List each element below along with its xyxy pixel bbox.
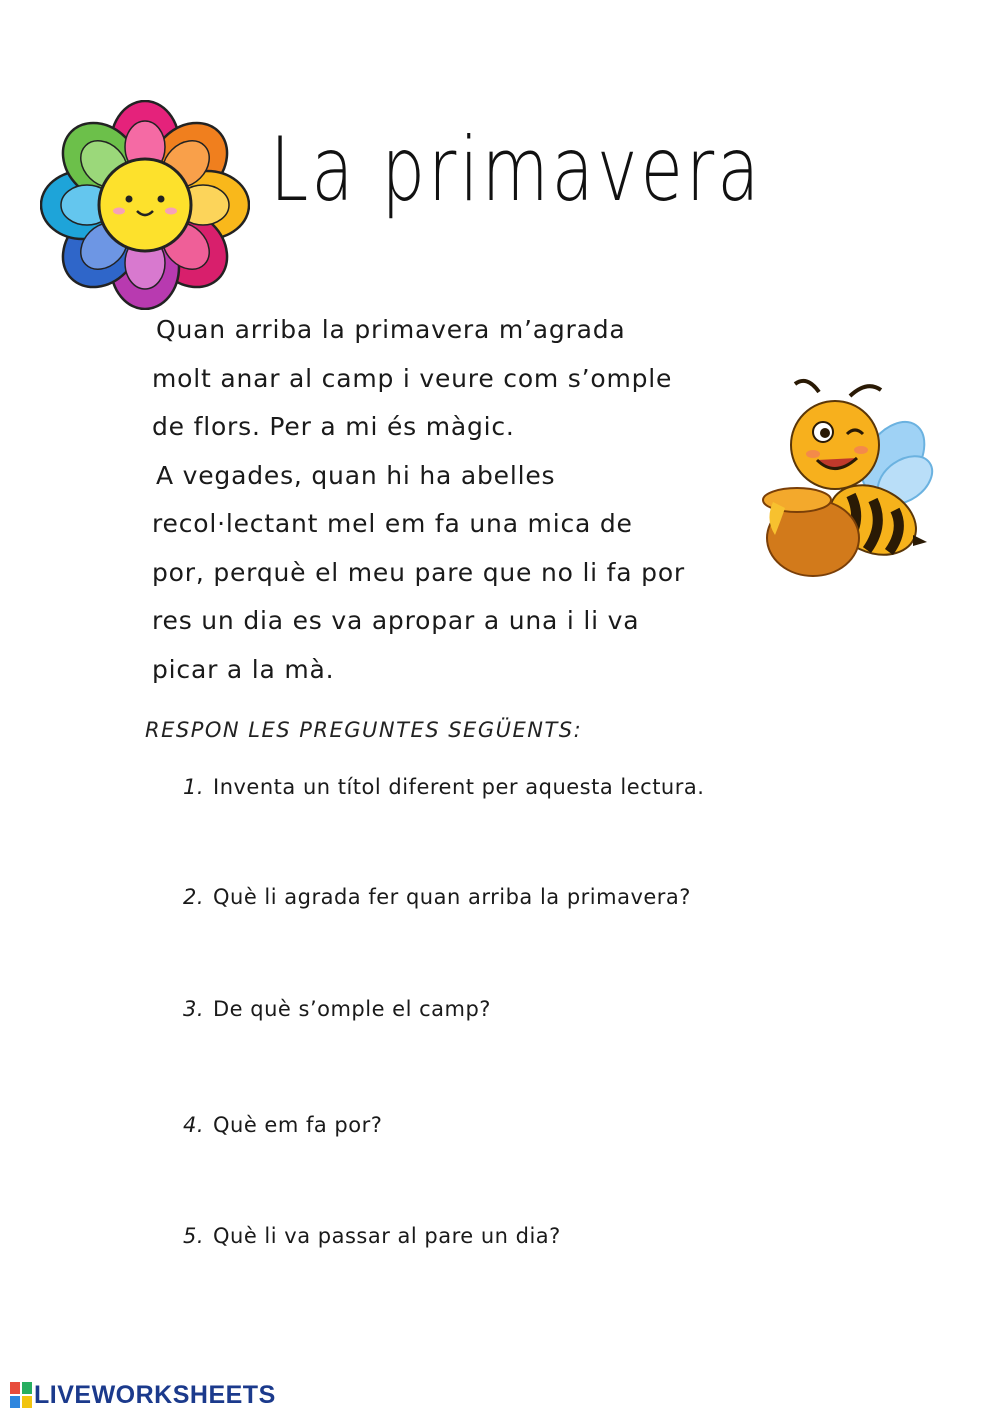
rainbow-flower-icon [40,100,250,310]
footer-brand-text[interactable]: LIVEWORKSHEETS [34,1380,276,1409]
reading-text [152,306,692,694]
question-text: Què em fa por? [213,1113,383,1137]
question-2 [183,885,691,909]
question-number: 2. [183,885,205,909]
question-3 [183,997,491,1021]
question-1 [183,775,704,799]
question-number: 3. [183,997,205,1021]
question-text: Inventa un títol diferent per aquesta lectura. [213,775,705,799]
bee-honey-pot-icon [755,370,945,590]
question-number: 1. [183,775,205,799]
question-text: De què s’omple el camp? [213,997,491,1021]
question-text: Què li agrada fer quan arriba la primavera? [213,885,691,909]
liveworksheets-logo-icon [10,1382,32,1408]
question-4 [183,1113,382,1137]
question-number: 5. [183,1224,205,1248]
instructions-heading: RESPON LES PREGUNTES SEGÜENTS: [145,718,583,742]
footer-branding [10,1380,276,1410]
question-text: Què li va passar al pare un dia? [213,1224,561,1248]
question-number: 4. [183,1113,205,1137]
page-title: La primavera [270,118,763,221]
question-5 [183,1224,561,1248]
reading-paragraph-2: A vegades, quan hi ha abelles recol·lectant mel em fa una mica de por, perquè el meu pare que no li fa por res un dia es va apropar a una i li va picar a la mà. [152,460,685,684]
reading-paragraph-1: Quan arriba la primavera m’agrada molt anar al camp i veure com s’omple de flors. Per a mi és màgic. [152,315,673,441]
